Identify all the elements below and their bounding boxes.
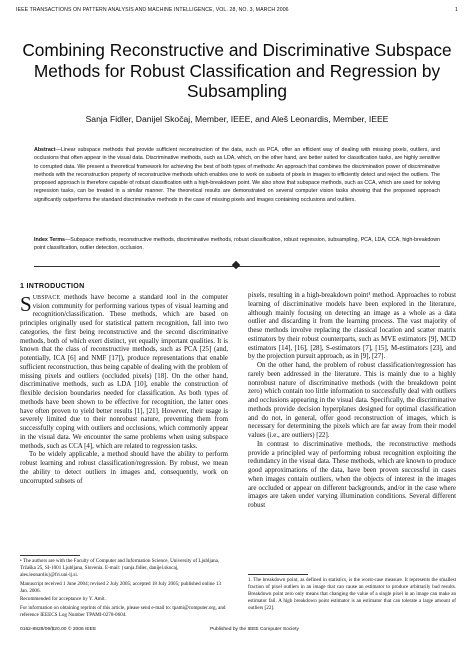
col2-paragraph-1: pixels, resulting in a high-breakdown point¹ method. Approaches to robust learning of discriminative models have been explored in the literature, although mainly focusing on detecting an image as a whole as a data outlier and discarding it from the learning process. The vast majority of these methods involve replacing the classical location and scatter matrix estimators by their robust counterparts, such as MVE estimators [9], MCD estimators [14], [16], [28], S-estimators [7], [15], M-estimators [23], and by the projection pursuit approach, as in [9], [27]. [248, 292, 456, 361]
footnote-rule-right [248, 574, 308, 575]
divider-diamond-icon [232, 261, 240, 269]
index-terms-text: —Subspace methods, reconstructive methods, discriminative methods, robust classification, robust regression, subsampling, PCA, LDA, CCA, high-breakdown point classification, outlier detection, occlusion. [34, 237, 441, 252]
col2-paragraph-3: In contrast to discriminative methods, the reconstructive methods provide a principled way of performing robust recognition exploiting the redundancy in the visual data. These methods, which are known to produce good approximations of the data, have been proven successful in cases when images contain outliers, when the objects of interest in the images are occluded or appear on different backgrounds, and/or in the case where images are taken under varying illumination conditions. Several different robust [248, 440, 456, 509]
footnote-manuscript: Manuscript received 1 June 2004; revised 2 July 2005; accepted 18 July 2005; published online 13 Jan. 2006. [20, 580, 222, 594]
intro-paragraph-1-text: methods have become a standard tool in the computer vision community for performing various types of visual learning and recognition/classification. These methods, which are based on principles originally used for statistical pattern recognition, fall into two categories, the first being reconstructive and the second discriminative methods, both of which exert distinct, yet equally important qualities. It is known that the class of reconstructive methods, such as PCA [25] (and, potentially, ICA [6] and NMF [17]), produce representations that enable sufficient reconstruction, thus being capable of dealing with the problem of missing pixels and outliers (occluded pixels) [18]. On the other hand, discriminative methods, such as LDA [10], enable the construction of flexible decision boundaries needed for classification. As both types of methods have been shown to be effective for recognition, the latter ones have often proven to yield better results [1], [21]. However, their usage is severely limited due to their nonrobust nature, preventing them from successfully coping with outliers and occlusions, which commonly appear in the visual data. We encounter the same problems when using subspace methods, such as CCA [4], which are related to regression tasks. [20, 293, 228, 450]
abstract [34, 146, 440, 204]
intro-paragraph-2: To be widely applicable, a method should have the ability to perform robust learning and robust classification/regression. By robust, we mean the ability to detect outliers in images and, consequently, work on uncorrupted subsets of [20, 451, 228, 485]
running-header [16, 7, 458, 13]
abstract-label: Abstract [34, 147, 56, 153]
right-column [248, 292, 456, 511]
breakdown-footnote: 1. The breakdown point, as defined in statistics, is the worst-case measure. It represents the smallest fraction of pixel outliers in an image that can cause an estimator to produce arbitrarily bad results. Breakdown point zero only means that changing the value of a single pixel in an image can make an estimator fail. A high breakdown point estimator is an estimator that can tolerate a large amount of outliers [22]. [248, 577, 456, 611]
footnote-affiliation: • The authors are with the Faculty of Computer and Information Science, University of Ljubljana, Tržaška 25, SI-1001 Ljubljana, Slovenia. E-mail: {sanja.fidler, danijel.skocaj, ales.leonardis}@fri.uni-lj.si. [20, 558, 220, 578]
section-heading: 1 INTRODUCTION [20, 282, 85, 290]
footnote-reprints: For information on obtaining reprints of this article, please send e-mail to: tpami@computer.org, and reference IEEECS Log Number TPAMI-0278-0604. [20, 604, 226, 618]
intro-paragraph-1 [20, 291, 228, 452]
index-terms [34, 236, 440, 253]
paper-title: Combining Reconstructive and Discriminative Subspace Methods for Robust Classification and Regression by Subsampling [22, 40, 452, 101]
copyright-line: 0162-8828/06/$20.00 © 2006 IEEE [20, 627, 97, 632]
index-terms-label: Index Terms [34, 237, 65, 243]
first-word-smallcaps: UBSPACE [32, 294, 61, 301]
author-footnotes [20, 558, 228, 620]
footnote-rule-left [20, 555, 80, 556]
left-column [20, 282, 228, 486]
abstract-text: —Linear subspace methods that provide sufficient reconstruction of the data, such as PCA, offer an efficient way of dealing with missing pixels, outliers, and occlusions that often appear in the visual data. Discriminative methods, such as LDA, which, on the other hand, are better suited for classification tasks, are highly sensitive to corrupted data. We present a theoretical framework for achieving the best of both types of methods: An approach that combines the discrimination power of discriminative methods with the reconstruction property of reconstructive methods which enables one to work on subsets of pixels in images to efficiently detect and reject the outliers. The proposed approach is therefore capable of robust classification with a high-breakdown point. We also show that subspace methods, such as CCA, which are used for solving regression tasks, can be treated in a similar manner. The theoretical results are demonstrated on several computer vision tasks showing that the proposed approach significantly outperforms the standard discriminative methods in the case of missing pixels and images containing occlusions and outliers. [34, 147, 440, 203]
footnote-acceptance: Recommended for acceptance by Y. Amit. [20, 596, 106, 602]
drop-cap: S [20, 291, 32, 316]
publisher-line: Published by the IEEE Computer Society [210, 627, 299, 632]
col2-paragraph-2: On the other hand, the problem of robust classification/regression has rarely been addressed in the literature. This is mainly due to a highly nonrobust nature of discriminative methods (with the breakdown point zero) which contain too little information to successfully deal with outliers and occlusions appearing in the visual data. Specifically, the discriminative methods provide decision hyperplanes designed for optimal classification and do not, in general, offer good reconstruction of images, which is necessary for determining the pixels which are far away from their model values (i.e., are outliers) [22]. [248, 362, 456, 439]
page-number: 1 [455, 7, 458, 13]
author-list: Sanja Fidler, Danijel Skočaj, Member, IEEE, and Aleš Leonardis, Member, IEEE [85, 114, 389, 124]
journal-header: IEEE TRANSACTIONS ON PATTERN ANALYSIS AND MACHINE INTELLIGENCE, VOL. 28, NO. 3, MARCH 2006 [16, 7, 289, 13]
